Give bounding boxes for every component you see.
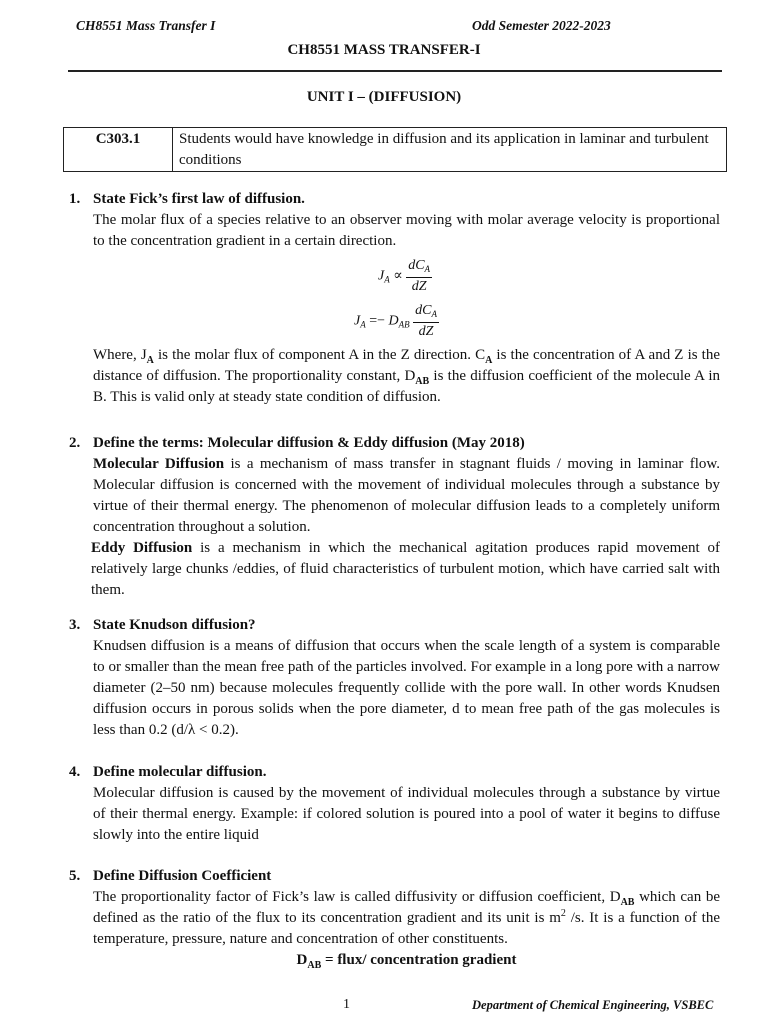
running-header-course: CH8551 Mass Transfer I [76,18,216,33]
question-title: Define the terms: Molecular diffusion & Eddy diffusion (May 2018) [93,435,525,451]
title-rule [68,70,722,72]
eq-symbol: J [354,313,361,329]
equation-fick [354,303,439,340]
outcome-code: C303.1 [64,128,173,172]
eq-symbol: J [378,268,385,284]
question-title: State Fick’s first law of diffusion. [93,191,305,207]
eq-diffusivity: D [388,313,399,329]
diffusivity-formula: $D_{AB}$ = flux/ concentration gradient [296,952,517,971]
eq-subscript: A [384,274,390,285]
question-5-heading [69,866,720,887]
answer-text: Molecular diffusion is caused by the movement of individual molecules through a substance by virtue of their thermal energy. Example: if colored solution is poured into a pool of water it begins to diffuse slowly into the entire liquid [93,785,720,843]
where-paragraph: Where, $J_A$ is the molar flux of component A in the Z direction. $C_A$ is the concentration of A and Z is the distance of diffusion. The proportionality constant, $D_{AB}$ is the diffusion coefficient of the molecule A in B. This is valid only at steady state condition of diffusion. [93,347,720,405]
molecular-diffusion-paragraph: Molecular Diffusion is a mechanism of mass transfer in stagnant fluids / moving in laminar flow. Molecular diffusion is concerned with the movement of individual molecules through a substance by virtue of their thermal energy. The phenomenon of molecular diffusion leads to a completely uniform concentration throughout a solution. [93,456,721,535]
question-3-heading [69,615,720,636]
eq-relation: ∝ [393,268,403,284]
document-title: CH8551 MASS TRANSFER-I [287,42,481,58]
eddy-diffusion-paragraph: Eddy Diffusion is a mechanism in which the mechanical agitation produces rapid movement of relatively large chunks /eddies, of fluid characteristics of turbulent motion, which have carried salt with them. [91,540,720,598]
course-outcome-table [63,127,727,172]
question-2-answer [93,454,720,601]
answer-text: The proportionality factor of Fick’s law is called diffusivity or diffusion coefficient, $D_{AB}$ which can be defined as the ratio of the flux to its concentration gradient and its unit is $m^2$ /s. It is a function of the temperature, pressure, nature and concentration of other constituents. [93,889,720,947]
question-2-heading [69,433,720,454]
eq-fraction [406,258,432,295]
question-number: 3. [69,617,81,633]
eq-diffusivity-sub: AB [398,319,410,330]
question-4-heading [69,762,720,783]
question-title: Define Diffusion Coefficient [93,868,272,884]
eq-relation: =− [369,313,386,329]
course-outcome-row [64,128,727,172]
unit-title: UNIT I – (DIFFUSION) [306,89,462,105]
question-number: 4. [69,764,81,780]
question-number: 2. [69,435,81,451]
department-footer: Department of Chemical Engineering, VSBEC [472,998,714,1012]
question-3 [69,615,720,741]
eq-numerator: dC [415,303,432,318]
eq-fraction [413,303,439,340]
eq-subscript: A [360,319,366,330]
eq-numerator-sub: A [424,264,431,274]
page-number: 1 [343,997,350,1012]
question-title: Define molecular diffusion. [93,764,267,780]
question-2 [69,433,720,601]
answer-text: Knudsen diffusion is a means of diffusion that occurs when the scale length of a system is comparable to or smaller than the mean free path of the particles involved. For example in a long pore with a narrow diameter (2–50 nm) because molecules frequently collide with the pore wall. In other words Knudsen diffusion occurs in porous solids when the pore diameter, d to mean free path of the gas molecules is less than 0.2 (d/λ < 0.2). [93,638,720,738]
question-5-answer [93,887,720,971]
question-number: 5. [69,868,81,884]
eq-numerator-sub: A [431,309,437,319]
outcome-text: Students would have knowledge in diffusion and its application in laminar and turbulent conditions [173,128,727,172]
question-1-explanation [69,345,720,408]
question-number: 1. [69,191,81,207]
eq-denominator: dZ [411,279,427,294]
question-3-answer [93,636,720,741]
running-header-semester: Odd Semester 2022-2023 [472,18,611,33]
question-5 [69,866,720,971]
question-4 [69,762,720,846]
eq-denominator: dZ [418,324,434,339]
eq-numerator: dC [408,258,425,273]
question-title: State Knudson diffusion? [93,617,256,633]
question-1-answer [93,210,720,252]
question-4-answer [93,783,720,846]
question-1-heading [69,189,720,210]
answer-text: The molar flux of a species relative to an observer moving with molar average velocity is proportional to the concentration gradient in a certain direction. [93,212,720,249]
question-1 [69,189,720,252]
equation-proportional [378,258,432,295]
